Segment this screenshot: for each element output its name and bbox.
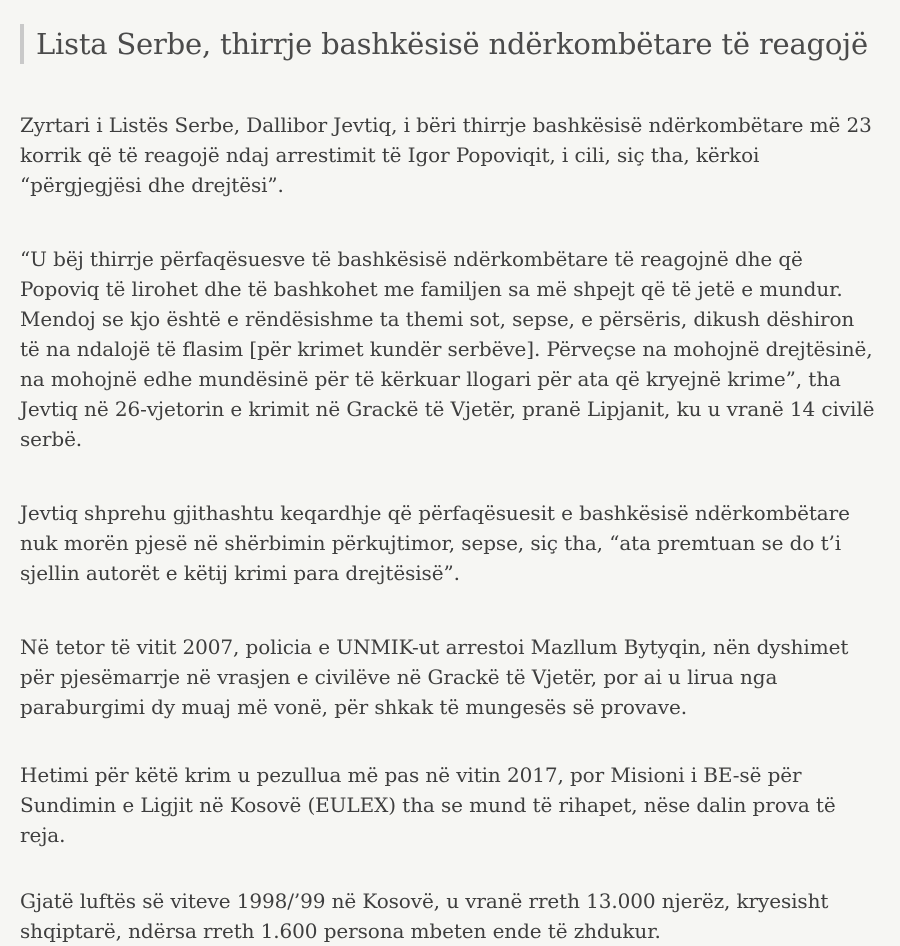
paragraph-3: Jevtiq shprehu gjithashtu keqardhje që përfaqësuesit e bashkësisë ndërkombëtare nuk morën pjesë në shërbimin përkujtimor, sepse, siç tha, “ata premtuan se do t’i sjellin autorët e këtij krimi para drejtësisë”. — [20, 501, 850, 585]
paragraph-2: “U bëj thirrje përfaqësuesve të bashkësisë ndërkombëtare të reagojnë dhe që Popoviq të lirohet dhe të bashkohet me familjen sa më shpejt që të jetë e mundur. Mendoj se kjo është e rëndësishme ta themi sot, sepse, e përsëris, dikush dëshiron të na ndalojë të flasim [për krimet kundër serbëve]. Përveçse na mohojnë drejtësinë, na mohojnë edhe mundësinë për të kërkuar llogari për ata që kryejnë krime”, tha Jevtiq në 26-vjetorin e krimit në Grackë të Vjetër, pranë Lipjanit, ku u vranë 14 civilë serbë. — [20, 247, 875, 451]
paragraph-1: Zyrtari i Listës Serbe, Dallibor Jevtiq, i bëri thirrje bashkësisë ndërkombëtare më 23 korrik që të reagojë ndaj arrestimit të Igor Popoviqit, i cili, siç tha, kërkoi “përgjegjësi dhe drejtësi”. — [20, 113, 872, 197]
title-row — [20, 24, 880, 64]
paragraph-5: Hetimi për këtë krim u pezullua më pas në vitin 2017, por Misioni i BE-së për Sundimin e Ligjit në Kosovë (EULEX) tha se mund të rihapet, nëse dalin prova të reja. — [20, 763, 836, 847]
article-title: Lista Serbe, thirrje bashkësisë ndërkombëtare të reagojë — [36, 27, 868, 61]
title-accent-bar — [20, 24, 24, 64]
paragraph-6: Gjatë luftës së viteve 1998/’99 në Kosovë, u vranë rreth 13.000 njerëz, kryesisht shqiptarë, ndërsa rreth 1.600 persona mbeten ende të zhdukur. — [20, 889, 829, 943]
paragraph-4: Në tetor të vitit 2007, policia e UNMIK-ut arrestoi Mazllum Bytyqin, nën dyshimet për pjesëmarrje në vrasjen e civilëve në Grackë të Vjetër, por ai u lirua nga paraburgimi dy muaj më vonë, për shkak të mungesës së provave. — [20, 635, 849, 719]
